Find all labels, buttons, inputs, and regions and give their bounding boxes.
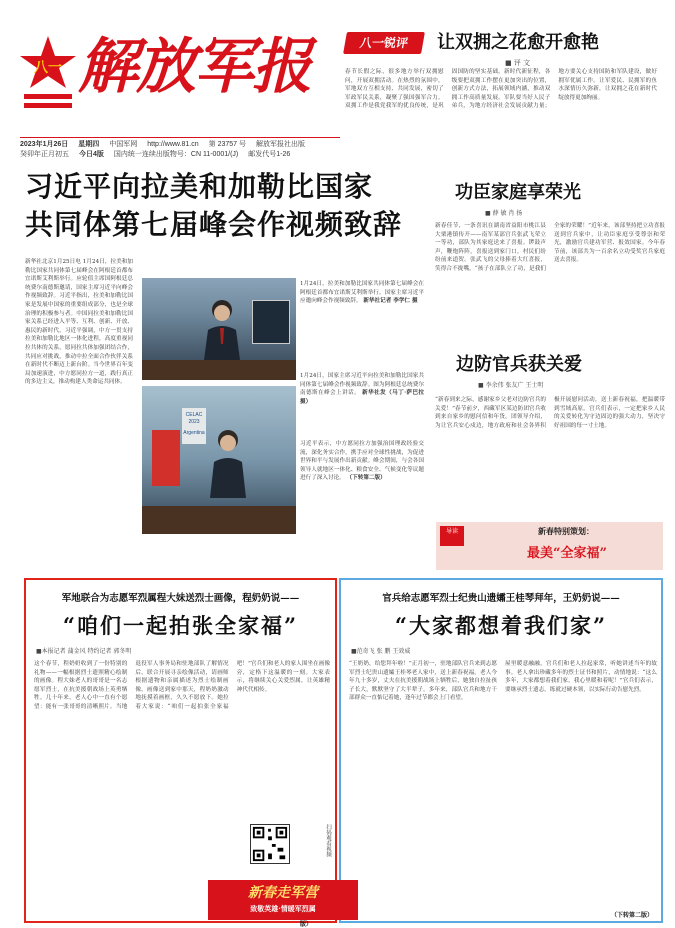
masthead [0, 0, 675, 165]
photo-desk [142, 360, 296, 380]
qr-label: 扫码观看视频 [325, 824, 331, 857]
lead-continued [300, 440, 424, 564]
svg-text:八一: 八一 [34, 60, 62, 76]
blue-article-body-2: 屋里暖意融融，官兵们和老人拉起家常，听她讲述当年的故事。老人拿出珍藏多年的烈士证书和照片，动情地说：“这么多年，大家都想着我们家，我心里暖和着呢！”官兵们表示，要继承烈士遗志，练就过硬本领，以实际行动告慰先烈。 [505, 661, 657, 693]
cn-code: 国内统一连续出版物号：CN 11-0001/(J) [113, 151, 239, 158]
blue-article [339, 578, 663, 923]
lead-headline-line1: 习近平向拉美和加勒比国家 [25, 170, 374, 203]
qr-code-icon[interactable] [250, 824, 290, 864]
flag-backdrop [152, 430, 180, 486]
photo2-caption-text: 1月24日，国家主席习近平向拉美和加勒比国家共同体第七届峰会作视频致辞。图为阿根廷总统费尔南德斯在峰会上讲话。 [300, 373, 424, 397]
summit-board-text2: Argentina [183, 430, 205, 436]
speaker-figure-icon [200, 296, 244, 360]
publisher-label: 中国军网 [109, 141, 138, 148]
commentary-section [345, 28, 657, 164]
photo1-caption [300, 280, 424, 336]
blue-article-continued[interactable]: （下转第二版） [611, 912, 654, 919]
heroes-story [435, 178, 665, 348]
blue-article-body: “王奶奶，给您拜年啦！”正月初一，驻地部队官兵来到志愿军烈士纪贵山遗孀王桂琴老人家中，送上新春祝福。老人今年九十多岁，丈夫在抗美援朝战场上牺牲后，她独自拉扯孩子长大，默默坚守了大半辈子。多年来，部队官兵和地方干部群众一直惦记着她，逢年过节都会上门看望。 [349, 661, 497, 702]
heroes-headline[interactable]: 功臣家庭享荣光 [455, 182, 581, 203]
red-article-continued[interactable]: 版） [300, 921, 313, 928]
newspaper-brand: 解放军报 [78, 32, 310, 102]
lead-headline-line2: 共同体第七届峰会作视频致辞 [25, 208, 403, 241]
summit-desk [142, 506, 296, 534]
bayi-star-emblem-icon [18, 28, 78, 118]
postal-code: 邮发代号1-26 [248, 151, 291, 158]
summit-board-text1: CELAC 2023 [185, 412, 203, 425]
lunar-date: 癸卯年正月初五 [20, 151, 69, 158]
blue-article-byline: ■范奇飞 张 鹏 王效威 [351, 648, 411, 655]
publisher-house: 解放军报社出版 [255, 141, 305, 148]
guide-subtitle: 最美“全家福” [527, 546, 607, 561]
border-headline[interactable]: 边防官兵获关爱 [456, 354, 582, 375]
lead-body: 新华社北京1月25日电 1月24日，拉美和加勒比国家共同体第七届峰会在阿根廷首都布宜诺斯艾利斯举行。应轮值主席国阿根廷总统费尔南德斯邀请，国家主席习近平向峰会作视频致辞。习近平指出，拉美和加勒比国家是发展中国家的重要组成部分，也是全球治理的积极参与者。中国同拉美和加勒比国家关系已经进入平等、互利、创新、开放、惠民的新时代。习近平强调，中方一贯支持拉美和加勒比地区一体化进程，高度重视同拉共体的关系，愿同拉共体加强团结合作，共同应对挑战，推动中拉全面合作伙伴关系在新时代不断迈上新台阶。当今世界百年变局加速演进，中方愿同拉方一道，践行真正的多边主义，推动构建人类命运共同体。 [25, 259, 133, 386]
border-byline: ■ 李余伟 张友广 王士明 [478, 382, 544, 389]
commentary-title[interactable]: 让双拥之花愈开愈艳 [437, 32, 599, 53]
issue-number: 第 23757 号 [208, 141, 246, 148]
new-spring-banner[interactable] [208, 880, 358, 920]
banner-sub-text: 致敬英雄·情暖军烈属 [250, 904, 316, 913]
red-article [24, 578, 337, 928]
lead-continued-text: 习近平表示，中方愿同拉方加强治国理政经验交流，深化务实合作，携手应对全球性挑战，为促进世界和平与发展作出新贡献。峰会期间，与会各国领导人就地区一体化、粮食安全、气候变化等议题进行了深入讨论。 [300, 441, 424, 482]
masthead-divider [20, 137, 340, 138]
red-article-kicker: 军地联合为志愿军烈属程大妹送烈士画像，程奶奶说—— [61, 593, 300, 604]
issue-date: 2023年1月26日 [20, 141, 69, 148]
photo1-caption-text: 1月24日，拉美和加勒比国家共同体第七届峰会在阿根廷首都布宜诺斯艾利斯举行。国家主席习近平应邀向峰会作视频致辞。 [300, 281, 424, 305]
blue-article-kicker: 官兵给志愿军烈士纪贵山遗孀王桂琴拜年，王奶奶说—— [382, 593, 620, 604]
guide-title: 新春特别策划： [538, 526, 594, 536]
masthead-info [20, 140, 340, 160]
photo1-credit: 新华社记者 李学仁 摄 [363, 298, 418, 305]
heroes-body: 新春佳节，一条喜讯在湖南省益阳市桃江县大栗港镇传开——南军某部官兵张武飞荣立一等功，部队为其家庭送来了喜报。锣鼓声声，鞭炮阵阵，喜报送到家门口，村民们纷纷前来道贺。张武飞的父母捧着大红喜报，笑得合不拢嘴。“孩子在部队立了功，是我们全家的荣耀！”近年来，该部坚持把立功喜报送到官兵家中，让功臣家庭享受尊崇和荣光，激励官兵建功军营、报效国家。今年春节前，该部共为一百余名立功受奖官兵家庭送去喜报。 [435, 223, 665, 272]
photo2-credit: 新华社发（马丁·萨巴拉 摄） [300, 390, 424, 405]
page-count: 今日4版 [79, 151, 104, 158]
heroes-byline: ■ 薛 敏 肖 扬 [485, 210, 523, 217]
website-link[interactable]: http://www.81.cn [147, 141, 199, 148]
lead-headline[interactable] [25, 168, 445, 244]
commentary-tag: 八一锐评 [343, 32, 425, 54]
lead-photo-summit[interactable] [142, 386, 296, 534]
red-article-byline: ■本报记者 蒲金风 特约记者 郭冬明 [36, 648, 132, 655]
issue-weekday: 星期四 [78, 141, 100, 148]
red-article-headline[interactable]: “咱们一起拍张全家福” [62, 613, 299, 638]
border-body: “新春到来之际，感谢家乡父老对边防官兵的关爱！”春节前夕，西藏军区某边防团官兵收到来自家乡的慰问信和年货。团领导介绍，为让官兵安心戍边，地方政府和社会各界积极开展慰问活动，送上新春祝福，把温暖带到雪域高原。官兵们表示，一定把家乡人民的关爱转化为守边固边的强大动力，坚决守好祖国的每一寸土地。 [435, 397, 665, 429]
guide-box[interactable] [436, 522, 663, 570]
commentary-body: 春节长假之际，很多地方举行双拥慰问，开展双拥活动。在热烈的氛围中，军地双方互相支持、共同发展，密切了军政军民关系，凝聚了强国强军合力。双拥工作是我党我军的优良传统，是巩固国防的坚实基础。新时代新征程，各级要把双拥工作摆在更加突出的位置，创新方式方法，拓展领域内涵，推动双拥工作高质量发展。军队要当好人民子弟兵，为地方经济社会发展贡献力量；地方要关心支持国防和军队建设，做好拥军优属工作。让军爱民、民拥军的鱼水深情历久弥新，让双拥之花在新时代绽放得更加绚丽。 [345, 69, 657, 110]
lead-continued-mark[interactable]: （下转第二版） [346, 475, 386, 482]
photo2-caption [300, 372, 424, 438]
banner-main-text: 新春走军营 [248, 885, 318, 901]
guide-tag: 导读 [440, 526, 464, 546]
blue-article-headline[interactable]: “大家都想着我们家” [394, 613, 608, 638]
photo-screen [252, 300, 290, 344]
summit-speaker-icon [206, 426, 250, 498]
commentary-author: ■ 评 文 [505, 59, 531, 67]
red-article-body: 这个春节，程奶奶收到了一份特别的礼物——一幅根据烈士遗照精心绘制的画像。程大妹老人的哥哥是一名志愿军烈士，在抗美援朝战场上英勇牺牲。几十年来，老人心中一直有个愿望：能有一张哥哥的清晰照片。当地退役军人事务局和驻地部队了解情况后，联合开展寻亲绘像活动，请画师根据遗物和亲属描述为烈士绘制画像。画像送到家中那天，程奶奶激动地抚摸着画框，久久不愿放下。她拉着大家说：“咱们一起拍张全家福吧！”官兵们和老人的家人围坐在画像旁，定格下这温暖的一刻。大家表示，将继续关心关爱烈属，让英雄精神代代相传。 [34, 661, 330, 710]
summit-board [182, 408, 206, 444]
lead-photo-video-address[interactable] [142, 278, 296, 380]
